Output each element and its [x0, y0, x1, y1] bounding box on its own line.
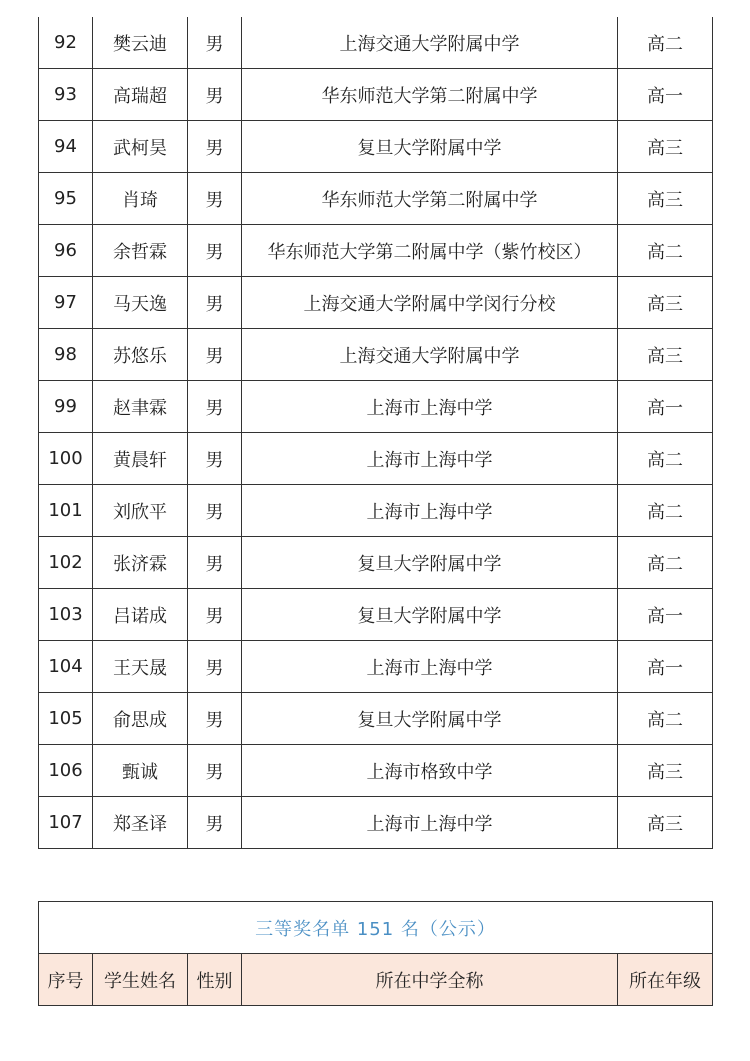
cell-no: 96	[39, 225, 93, 277]
cell-grade: 高一	[618, 69, 713, 121]
cell-no: 94	[39, 121, 93, 173]
third-prize-title: 三等奖名单 151 名（公示）	[39, 902, 713, 954]
cell-gender: 男	[188, 121, 242, 173]
cell-no: 100	[39, 433, 93, 485]
cell-no: 92	[39, 17, 93, 69]
cell-name: 武柯昊	[93, 121, 188, 173]
table-row	[39, 745, 713, 797]
winners-list-table	[38, 17, 713, 849]
cell-name: 甄诚	[93, 745, 188, 797]
cell-gender: 男	[188, 173, 242, 225]
header-gender: 性别	[188, 954, 242, 1006]
cell-school: 复旦大学附属中学	[242, 537, 618, 589]
cell-grade: 高二	[618, 17, 713, 69]
cell-no: 102	[39, 537, 93, 589]
table-row	[39, 277, 713, 329]
cell-school: 上海交通大学附属中学闵行分校	[242, 277, 618, 329]
cell-grade: 高二	[618, 693, 713, 745]
header-grade: 所在年级	[618, 954, 713, 1006]
cell-name: 黄晨轩	[93, 433, 188, 485]
cell-no: 104	[39, 641, 93, 693]
cell-grade: 高三	[618, 797, 713, 849]
cell-school: 上海市上海中学	[242, 641, 618, 693]
cell-grade: 高二	[618, 433, 713, 485]
cell-school: 上海市上海中学	[242, 485, 618, 537]
cell-no: 95	[39, 173, 93, 225]
cell-name: 吕诺成	[93, 589, 188, 641]
cell-grade: 高一	[618, 589, 713, 641]
cell-grade: 高二	[618, 485, 713, 537]
table-row	[39, 589, 713, 641]
cell-school: 上海市上海中学	[242, 433, 618, 485]
cell-name: 郑圣译	[93, 797, 188, 849]
table-row	[39, 69, 713, 121]
cell-grade: 高一	[618, 381, 713, 433]
cell-gender: 男	[188, 485, 242, 537]
header-name: 学生姓名	[93, 954, 188, 1006]
cell-gender: 男	[188, 537, 242, 589]
table-row	[39, 381, 713, 433]
cell-school: 复旦大学附属中学	[242, 693, 618, 745]
cell-no: 99	[39, 381, 93, 433]
cell-grade: 高二	[618, 537, 713, 589]
cell-grade: 高三	[618, 121, 713, 173]
table-row	[39, 433, 713, 485]
cell-grade: 高一	[618, 641, 713, 693]
table-header-row	[39, 954, 713, 1006]
table-row	[39, 797, 713, 849]
cell-no: 97	[39, 277, 93, 329]
cell-no: 107	[39, 797, 93, 849]
cell-no: 98	[39, 329, 93, 381]
cell-gender: 男	[188, 381, 242, 433]
table-row	[39, 641, 713, 693]
table-row	[39, 121, 713, 173]
cell-grade: 高三	[618, 173, 713, 225]
cell-no: 101	[39, 485, 93, 537]
cell-gender: 男	[188, 745, 242, 797]
cell-gender: 男	[188, 17, 242, 69]
table-row	[39, 225, 713, 277]
cell-name: 高瑞超	[93, 69, 188, 121]
cell-grade: 高三	[618, 329, 713, 381]
cell-gender: 男	[188, 797, 242, 849]
cell-school: 复旦大学附属中学	[242, 121, 618, 173]
cell-no: 106	[39, 745, 93, 797]
cell-gender: 男	[188, 225, 242, 277]
cell-school: 上海市格致中学	[242, 745, 618, 797]
cell-grade: 高三	[618, 277, 713, 329]
table-row	[39, 329, 713, 381]
cell-name: 王天晟	[93, 641, 188, 693]
cell-name: 樊云迪	[93, 17, 188, 69]
cell-name: 俞思成	[93, 693, 188, 745]
table-row	[39, 537, 713, 589]
cell-name: 赵聿霖	[93, 381, 188, 433]
cell-gender: 男	[188, 277, 242, 329]
cell-gender: 男	[188, 641, 242, 693]
cell-gender: 男	[188, 69, 242, 121]
cell-no: 93	[39, 69, 93, 121]
cell-school: 华东师范大学第二附属中学	[242, 173, 618, 225]
cell-gender: 男	[188, 589, 242, 641]
cell-no: 103	[39, 589, 93, 641]
cell-gender: 男	[188, 693, 242, 745]
cell-school: 上海市上海中学	[242, 381, 618, 433]
winners-list-body	[39, 17, 713, 849]
cell-school: 上海交通大学附属中学	[242, 17, 618, 69]
header-no: 序号	[39, 954, 93, 1006]
cell-name: 马天逸	[93, 277, 188, 329]
header-school: 所在中学全称	[242, 954, 618, 1006]
cell-no: 105	[39, 693, 93, 745]
table-row	[39, 17, 713, 69]
third-prize-table	[38, 901, 713, 1006]
cell-school: 华东师范大学第二附属中学	[242, 69, 618, 121]
cell-gender: 男	[188, 433, 242, 485]
cell-name: 余哲霖	[93, 225, 188, 277]
table-row	[39, 173, 713, 225]
cell-name: 刘欣平	[93, 485, 188, 537]
cell-school: 华东师范大学第二附属中学（紫竹校区）	[242, 225, 618, 277]
cell-school: 上海交通大学附属中学	[242, 329, 618, 381]
cell-name: 苏悠乐	[93, 329, 188, 381]
cell-grade: 高三	[618, 745, 713, 797]
cell-gender: 男	[188, 329, 242, 381]
cell-school: 上海市上海中学	[242, 797, 618, 849]
cell-grade: 高二	[618, 225, 713, 277]
cell-name: 肖琦	[93, 173, 188, 225]
cell-name: 张济霖	[93, 537, 188, 589]
table-row	[39, 485, 713, 537]
table-row	[39, 693, 713, 745]
cell-school: 复旦大学附属中学	[242, 589, 618, 641]
